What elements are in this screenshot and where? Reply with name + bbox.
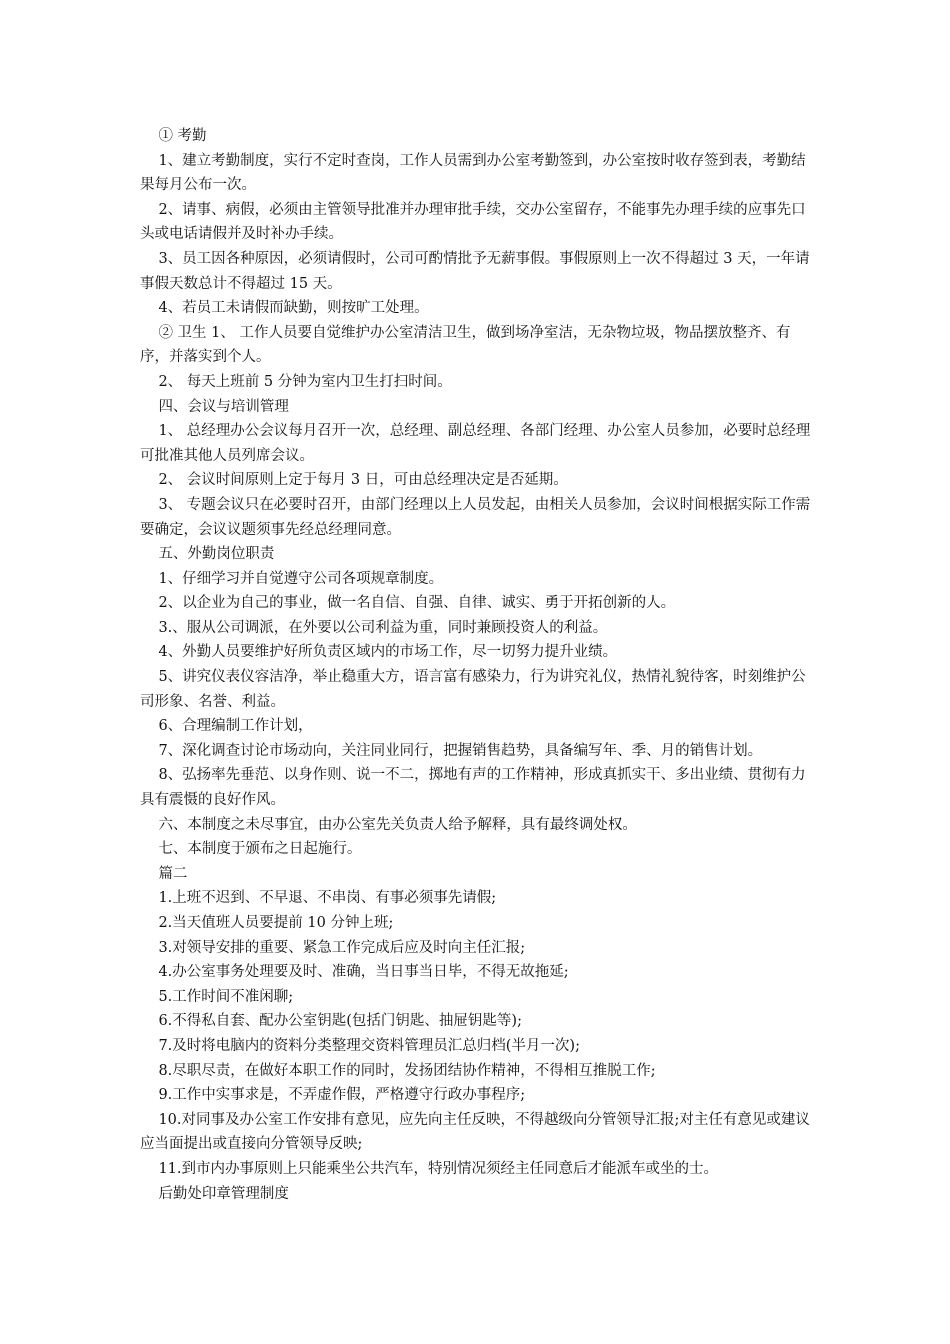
list-item: 2.当天值班人员要提前 10 分钟上班; bbox=[158, 915, 394, 931]
paragraph: 2、 每天上班前 5 分钟为室内卫生打扫时间。 bbox=[158, 373, 452, 390]
paragraph: 2、 会议时间原则上定于每月 3 日，可由总经理决定是否延期。 bbox=[158, 472, 568, 489]
list-item: 4.办公室事务处理要及时、准确，当日事当日毕，不得无故拖延; bbox=[158, 964, 569, 981]
list-item: 11.到市内办事原则上只能乘坐公共汽车，特别情况须经主任同意后才能派车或坐的士。 bbox=[158, 1160, 718, 1177]
list-item: 3.对领导安排的重要、紧急工作完成后应及时向主任汇报; bbox=[158, 939, 526, 956]
paragraph: 3、员工因各种原因，必须请假时，公司可酌情批予无薪事假。事假原则上一次不得超过 3 天，一年请事假天数总计不得超过 15 天。 bbox=[140, 250, 810, 292]
paragraph: 1、仔细学习并自觉遵守公司各项规章制度。 bbox=[158, 570, 444, 587]
list-item: 7.及时将电脑内的资料分类整理交资料管理员汇总归档(半月一次); bbox=[158, 1037, 580, 1054]
paragraph: 1、建立考勤制度，实行不定时查岗，工作人员需到办公室考勤签到，办公室按时收存签到表，考勤结果每月公布一次。 bbox=[140, 152, 806, 194]
section-heading-field-duties: 五、外勤岗位职责 bbox=[158, 546, 275, 563]
list-item: 10.对同事及办公室工作安排有意见，应先向主任反映，不得越级向分管领导汇报;对主任有意见或建议应当面提出或直接向分管领导反映; bbox=[140, 1111, 810, 1153]
paragraph: 1、 总经理办公会议每月召开一次，总经理、副总经理、各部门经理、办公室人员参加，必要时总经理可批准其他人员列席会议。 bbox=[140, 423, 811, 464]
paragraph: 6、合理编制工作计划， bbox=[158, 718, 313, 735]
section-heading-meetings: 四、会议与培训管理 bbox=[158, 398, 289, 415]
paragraph: 7、深化调查讨论市场动向，关注同业同行，把握销售趋势，具备编写年、季、月的销售计划。 bbox=[158, 742, 763, 759]
paragraph: 5、讲究仪表仪容洁净，举止稳重大方，语言富有感染力，行为讲究礼仪，热情礼貌待客，时刻维护公司形象、名誉、利益。 bbox=[140, 669, 806, 710]
list-item: 5.工作时间不准闲聊; bbox=[158, 988, 294, 1005]
section-heading-part-two: 篇二 bbox=[158, 865, 188, 882]
list-item: 1.上班不迟到、不早退、不串岗、有事必须事先请假; bbox=[158, 890, 497, 907]
paragraph: 8、弘扬率先垂范、以身作则、说一不二，掷地有声的工作精神，形成真抓实干、多出业绩、贯彻有力具有震慑的良好作风。 bbox=[140, 767, 806, 809]
list-item: 9.工作中实事求是，不弄虚作假，严格遵守行政办事程序; bbox=[158, 1087, 526, 1104]
document-body bbox=[140, 124, 812, 1206]
section-heading-seal-management: 后勤处印章管理制度 bbox=[158, 1185, 289, 1202]
paragraph: 3、 专题会议只在必要时召开，由部门经理以上人员发起，由相关人员参加，会议时间根据实际工作需要确定，会议议题须事先经总经理同意。 bbox=[140, 496, 811, 538]
paragraph: 4、若员工未请假而缺勤，则按旷工处理。 bbox=[158, 300, 429, 317]
list-item: 8.尽职尽责，在做好本职工作的同时，发扬团结协作精神，不得相互推脱工作; bbox=[158, 1062, 656, 1079]
paragraph: 2、请事、病假，必须由主管领导批准并办理审批手续，交办公室留存，不能事先办理手续的应事先口头或电话请假并及时补办手续。 bbox=[140, 201, 806, 243]
paragraph: 2、以企业为自己的事业，做一名自信、自强、自律、诚实、勇于开拓创新的人。 bbox=[158, 595, 676, 612]
paragraph: ② 卫生 1、 工作人员要自觉维护办公室清洁卫生，做到场净室洁，无杂物垃圾，物品摆放整齐、有序，并落实到个人。 bbox=[140, 324, 791, 366]
section-heading-attendance: ① 考勤 bbox=[158, 128, 207, 144]
paragraph: 4、外勤人员要维护好所负责区域内的市场工作，尽一切努力提升业绩。 bbox=[158, 644, 618, 661]
paragraph: 七、本制度于颁布之日起施行。 bbox=[158, 841, 362, 858]
paragraph: 六、本制度之未尽事宜，由办公室先关负责人给予解释，具有最终调处权。 bbox=[158, 816, 637, 833]
list-item: 6.不得私自套、配办公室钥匙(包括门钥匙、抽屉钥匙等); bbox=[158, 1013, 522, 1030]
paragraph: 3.、服从公司调派，在外要以公司利益为重，同时兼顾投资人的利益。 bbox=[158, 619, 608, 636]
